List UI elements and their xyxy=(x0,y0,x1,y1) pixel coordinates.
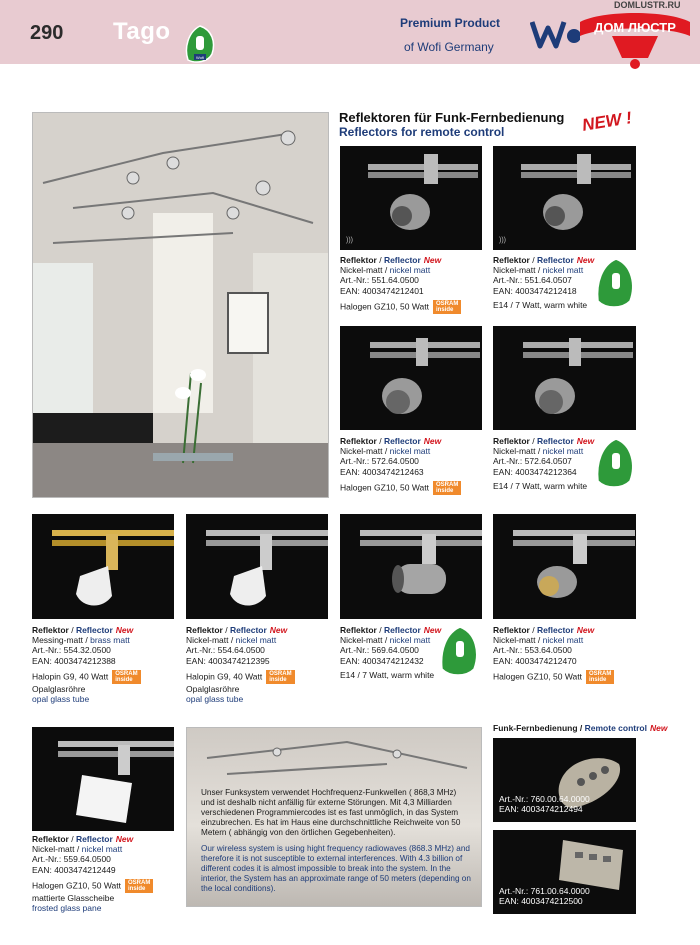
product-caption-3: Reflektor / Reflector New Nickel-matt / nickel matt Art.-Nr.: 572.64.0500 EAN: 4003474212463 Halogen GZ10, 50 Watt OSRAM inside xyxy=(340,436,461,495)
product-photo-5 xyxy=(32,514,174,619)
hero-room-photo xyxy=(32,112,329,498)
remote-photo-1 xyxy=(493,738,636,822)
osram-badge: OSRAM inside xyxy=(586,670,614,684)
product-caption-6: Reflektor / Reflector New Nickel-matt / nickel matt Art.-Nr.: 554.64.0500 EAN: 4003474212395 Halopin G9, 40 Watt OSRAM inside Opalglasröhre opal glass tube xyxy=(186,625,295,704)
remote-photo-2 xyxy=(493,830,636,914)
spot-lamp-illustration xyxy=(340,146,482,250)
product-caption-8: Reflektor / Reflector New Nickel-matt / nickel matt Art.-Nr.: 553.64.0500 EAN: 4003474212470 Halogen GZ10, 50 Watt OSRAM inside xyxy=(493,625,614,684)
product-photo-3 xyxy=(340,326,482,430)
series-title: Tago xyxy=(113,18,171,45)
section-title-de: Reflektoren für Funk-Fernbedienung xyxy=(339,110,565,125)
new-stamp: NEW ! xyxy=(580,108,634,135)
product-caption-2: Reflektor / Reflector New Nickel-matt / nickel matt Art.-Nr.: 551.64.0507 EAN: 4003474212418 E14 / 7 Watt, warm white xyxy=(493,255,595,310)
product-caption-4: Reflektor / Reflector New Nickel-matt / nickel matt Art.-Nr.: 572.64.0507 EAN: 4003474212364 E14 / 7 Watt, warm white xyxy=(493,436,595,491)
osram-badge: OSRAM inside xyxy=(433,300,461,314)
room-illustration xyxy=(33,113,328,497)
section-title-en: Reflectors for remote control xyxy=(339,125,505,139)
eco-badge-text: Wofi xyxy=(196,55,204,60)
page-number: 290 xyxy=(30,22,64,44)
info-text-en: Our wireless system is using hight frequency radiowaves (868.3 MHz) and therefore it is not susceptible to external interferences. With 4.3 billion of different codes it is almost impossible to break into the system. In the interior, the System has an approximate range of 50 meters (depending on the local conditions). xyxy=(201,844,471,893)
tagline-1: Premium Product xyxy=(400,16,501,30)
spot-lamp-illustration xyxy=(493,326,636,430)
product-photo-2 xyxy=(493,146,636,250)
info-text-de: Unser Funksystem verwendet Hochfrequenz-Funkwellen ( 868,3 MHz) und ist deshalb nicht anfällig für externe Störungen. Mit 4,3 Milliarden verschiedenen Programmiercodes ist es fast unmöglich, in das System einzubrechen. Es hat im Haus eine durchschnittliche Reichweite von 50 Metern ( abhängig von den örtlichen Gegebenheiten). xyxy=(201,788,461,837)
product-photo-6 xyxy=(186,514,328,619)
product-caption-7: Reflektor / Reflector New Nickel-matt / nickel matt Art.-Nr.: 569.64.0500 EAN: 4003474212432 E14 / 7 Watt, warm white xyxy=(340,625,442,680)
product-photo-8 xyxy=(493,514,636,619)
svg-text:))): ))) xyxy=(499,237,506,244)
spot-lamp-illustration xyxy=(186,514,328,619)
info-text xyxy=(201,788,471,894)
shop-url: DOMLUSTR.RU xyxy=(614,0,681,10)
product-photo-1 xyxy=(340,146,482,250)
eco-leaf-icon xyxy=(182,24,218,66)
remote-caption-2: Art.-Nr.: 761.00.64.0000 EAN: 4003474212500 xyxy=(499,886,590,907)
product-photo-7 xyxy=(340,514,482,619)
product-photo-4 xyxy=(493,326,636,430)
eco-leaf-icon xyxy=(594,437,638,491)
spot-lamp-illustration xyxy=(32,514,174,619)
tagline-2: of Wofi Germany xyxy=(404,40,494,54)
eco-leaf-icon xyxy=(438,625,482,679)
product-photo-9 xyxy=(32,727,174,831)
osram-badge: OSRAM inside xyxy=(266,670,294,684)
spot-lamp-illustration xyxy=(32,727,174,831)
shop-logo-text: ДОМ ЛЮСТР xyxy=(594,20,676,35)
spot-lamp-illustration xyxy=(340,326,482,430)
wireless-info-box xyxy=(186,727,482,907)
eco-leaf-icon xyxy=(594,257,638,311)
shop-logo xyxy=(572,0,698,70)
osram-badge: OSRAM inside xyxy=(433,481,461,495)
remote-caption-1: Art.-Nr.: 760.00.64.0000 EAN: 4003474212494 xyxy=(499,794,590,815)
remote-control-title: Funk-Fernbedienung / Remote control New xyxy=(493,723,668,733)
product-caption-5: Reflektor / Reflector New Messing-matt / brass matt Art.-Nr.: 554.32.0500 EAN: 4003474212388 Halopin G9, 40 Watt OSRAM inside Opalglasröhre opal glass tube xyxy=(32,625,141,704)
osram-badge: OSRAM inside xyxy=(112,670,140,684)
spot-lamp-illustration xyxy=(340,514,482,619)
product-caption-9: Reflektor / Reflector New Nickel-matt / nickel matt Art.-Nr.: 559.64.0500 EAN: 4003474212449 Halogen GZ10, 50 Watt OSRAM inside mattierte Glasscheibe frosted glass pane xyxy=(32,834,153,913)
svg-text:))): ))) xyxy=(346,237,353,244)
osram-badge: OSRAM inside xyxy=(125,879,153,893)
spot-lamp-illustration xyxy=(493,146,636,250)
product-caption-1: Reflektor / Reflector New Nickel-matt / nickel matt Art.-Nr.: 551.64.0500 EAN: 4003474212401 Halogen GZ10, 50 Watt OSRAM inside xyxy=(340,255,461,314)
spot-lamp-illustration xyxy=(493,514,636,619)
